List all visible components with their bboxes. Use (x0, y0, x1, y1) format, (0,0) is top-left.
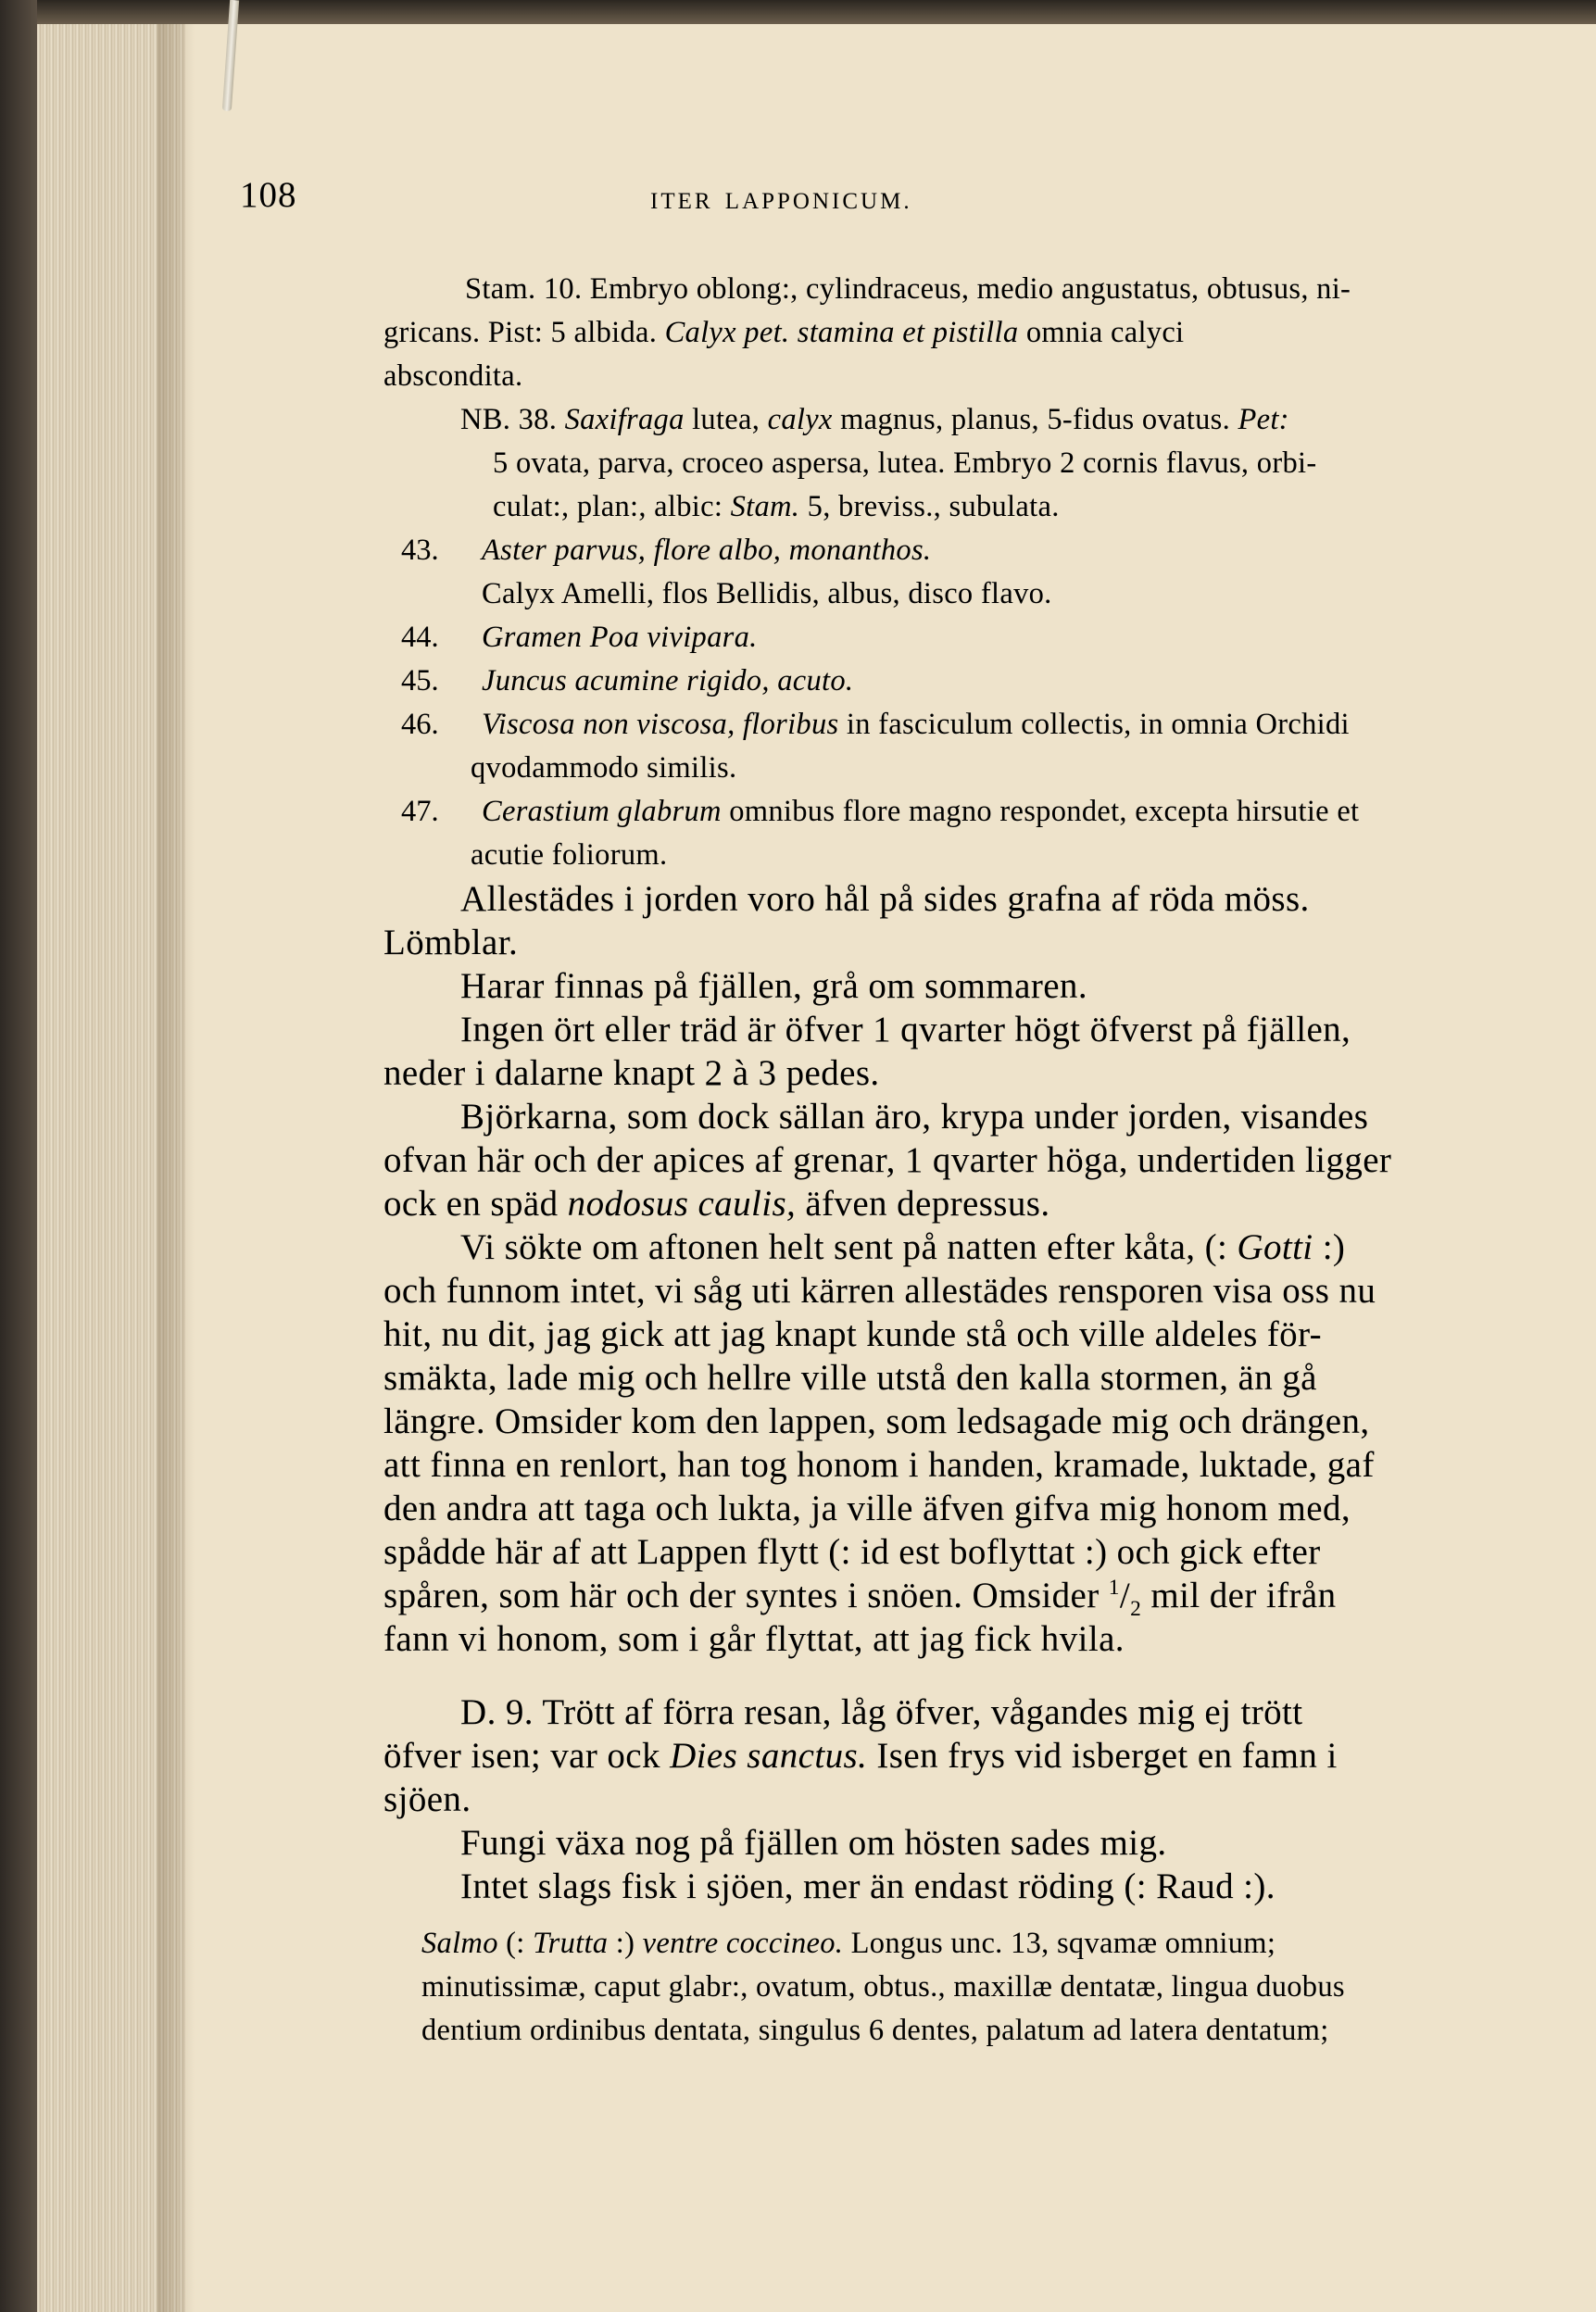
text-line: gricans. Pist: 5 albida. Calyx pet. stamina et pistilla omnia calyci (383, 316, 1185, 349)
text-line: spåren, som här och der syntes i snöen. Omsider $^1/_2$ mil der ifrån (383, 1576, 1337, 1621)
text-line: D. 9. Trött af förra resan, låg öfver, vågandes mig ej trött (460, 1692, 1303, 1732)
text-line: Aster parvus, flore albo, monanthos. (482, 534, 932, 567)
text-line: Vi sökte om aftonen helt sent på natten efter kåta, (: Gotti :) (460, 1227, 1346, 1267)
text-line: 5 ovata, parva, croceo aspersa, lutea. Embryo 2 cornis flavus, orbi- (493, 446, 1317, 480)
item-number: 43. (401, 534, 439, 567)
text-line: qvodammodo similis. (471, 751, 737, 785)
text-line: den andra att taga och lukta, ja ville äfven gifva mig honom med, (383, 1489, 1351, 1528)
text-line: dentium ordinibus dentata, singulus 6 dentes, palatum ad latera dentatum; (421, 2014, 1329, 2047)
text-line: öfver isen; var ock Dies sanctus. Isen frys vid isberget en famn i (383, 1736, 1338, 1776)
text-line: culat:, plan:, albic: Stam. 5, breviss., subulata. (493, 490, 1060, 523)
text-line: smäkta, lade mig och hellre ville utstå den kalla stormen, än gå (383, 1358, 1317, 1398)
text-line: neder i dalarne knapt 2 à 3 pedes. (383, 1053, 880, 1093)
item-number: 45. (401, 664, 439, 697)
item-number: 44. (401, 621, 439, 654)
fraction-denominator: 2 (1130, 1596, 1142, 1621)
text-line: spådde här af att Lappen flytt (: id est boflyttat :) och gick efter (383, 1532, 1321, 1572)
text-line: Lömblar. (383, 923, 519, 962)
text-line: Allestädes i jorden voro hål på sides grafna af röda möss. (460, 879, 1310, 919)
text-line: Calyx Amelli, flos Bellidis, albus, disco flavo. (482, 577, 1052, 610)
text-line: Intet slags fisk i sjöen, mer än endast röding (: Raud :). (460, 1866, 1276, 1906)
text-line: Salmo (: Trutta :) ventre coccineo. Longus unc. 13, sqvamæ omnium; (421, 1927, 1276, 1960)
text-line: Björkarna, som dock sällan äro, krypa under jorden, visandes (460, 1097, 1369, 1137)
text-line: acutie foliorum. (471, 838, 668, 872)
text-line: Juncus acumine rigido, acuto. (482, 664, 854, 697)
item-number: 47. (401, 795, 439, 828)
book-cover-edge (0, 0, 37, 2312)
text-line: fann vi honom, som i går flyttat, att jag fick hvila. (383, 1619, 1125, 1659)
text-line: hit, nu dit, jag gick att jag knapt kunde stå och ville aldeles för- (383, 1314, 1323, 1354)
gutter-shadow (157, 24, 195, 2312)
text-line: ock en späd nodosus caulis, äfven depressus. (383, 1184, 1050, 1224)
fraction-numerator: 1 (1108, 1576, 1120, 1600)
item-number: 46. (401, 708, 439, 741)
text-line: minutissimæ, caput glabr:, ovatum, obtus., maxillæ dentatæ, lingua duobus (421, 1970, 1345, 2004)
text-line: Gramen Poa vivipara. (482, 621, 758, 654)
running-title: ITER LAPPONICUM. (650, 189, 912, 214)
text-line: abscondita. (383, 359, 523, 393)
text-line: Fungi växa nog på fjällen om hösten sades mig. (460, 1823, 1167, 1863)
text-line: och funnom intet, vi såg uti kärren allestädes rensporen visa oss nu (383, 1271, 1376, 1311)
text-line: att finna en renlort, han tog honom i handen, kramade, luktade, gaf (383, 1445, 1375, 1485)
text-line: längre. Omsider kom den lappen, som ledsagade mig och drängen, (383, 1401, 1370, 1441)
text-line: sjöen. (383, 1779, 471, 1819)
text-line: NB. 38. Saxifraga lutea, calyx magnus, planus, 5-fidus ovatus. Pet: (460, 403, 1289, 436)
text-line: ofvan här och der apices af grenar, 1 qvarter höga, undertiden ligger (383, 1140, 1392, 1180)
text-line: Cerastium glabrum omnibus flore magno respondet, excepta hirsutie et (482, 795, 1360, 828)
page-number: 108 (240, 175, 297, 215)
text-line: Stam. 10. Embryo oblong:, cylindraceus, medio angustatus, obtusus, ni- (465, 272, 1351, 306)
text-line: Ingen ört eller träd är öfver 1 qvarter högt öfverst på fjällen, (460, 1010, 1351, 1049)
text-line: Harar finnas på fjällen, grå om sommaren. (460, 966, 1087, 1006)
text-line: Viscosa non viscosa, floribus in fasciculum collectis, in omnia Orchidi (482, 708, 1350, 741)
book-top-edge (0, 0, 1596, 24)
